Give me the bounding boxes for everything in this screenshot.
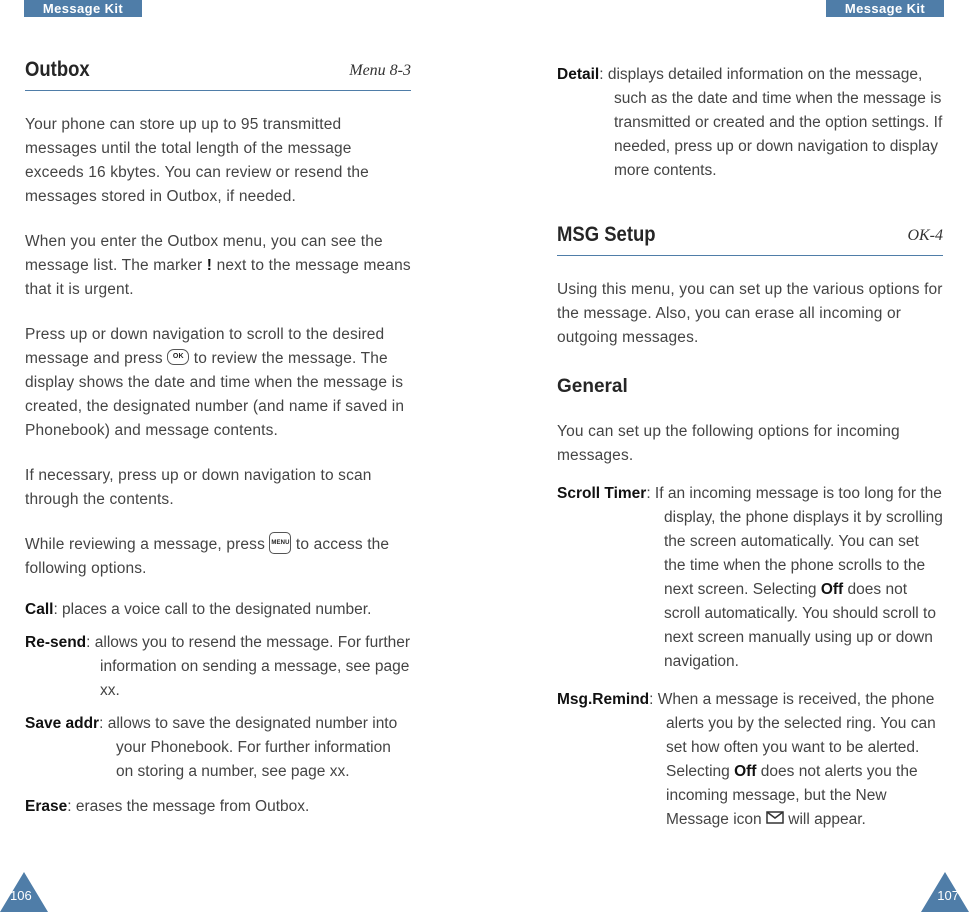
page-number-left: 106 bbox=[10, 888, 32, 903]
option-scroll-timer-desc-b: does not scroll automatically. You should scroll to next screen manually using up or down navigation. bbox=[664, 581, 936, 670]
urgent-marker: ! bbox=[206, 257, 213, 274]
msg-setup-heading bbox=[557, 217, 943, 256]
envelope-icon bbox=[766, 811, 784, 824]
outbox-options-text-a: While reviewing a message, press bbox=[25, 536, 265, 553]
option-erase-desc: : erases the message from Outbox. bbox=[67, 798, 310, 815]
menu-key-icon: MENU bbox=[269, 532, 291, 554]
option-call bbox=[25, 598, 411, 622]
outbox-review-text-b: to review the message. The display shows the date and time when the message is created, the designated number (and name if saved in Phonebook) and message contents. bbox=[25, 350, 405, 439]
scroll-off-value: Off bbox=[820, 581, 844, 598]
option-scroll-timer bbox=[557, 482, 943, 674]
subsection-title-general: General bbox=[557, 376, 628, 397]
menu-reference-ok4: OK-4 bbox=[907, 227, 943, 244]
option-erase-term: Erase bbox=[25, 798, 68, 815]
general-intro: You can set up the following options for incoming messages. bbox=[557, 423, 900, 464]
option-detail-desc: : displays detailed information on the message, such as the date and time when the message is transmitted or created and the option settings. If needed, press up or down navigation to display more contents. bbox=[599, 66, 943, 179]
menu-reference: Menu 8-3 bbox=[349, 62, 411, 79]
option-call-term: Call bbox=[25, 601, 54, 618]
option-msg-remind-desc-a: : When a message is received, the phone alerts you by the selected ring. You can set how often you want to be alerted. Selecting bbox=[649, 691, 936, 780]
option-msg-remind-desc-b: does not alerts you the incoming message, but the New Message icon bbox=[666, 763, 918, 828]
option-msg-remind-desc-c: will appear. bbox=[788, 811, 866, 828]
outbox-scan-paragraph: If necessary, press up or down navigation to scan through the contents. bbox=[25, 467, 372, 508]
outbox-intro: Your phone can store up up to 95 transmitted messages until the total length of the message exceeds 16 kbytes. You can review or resend the messages stored in Outbox, if needed. bbox=[25, 116, 369, 205]
outbox-options-text-b: to access the following options. bbox=[25, 536, 390, 577]
option-resend-term: Re-send bbox=[25, 634, 87, 651]
option-call-desc: : places a voice call to the designated number. bbox=[53, 601, 372, 618]
outbox-review-paragraph bbox=[25, 323, 411, 443]
option-save-addr-desc: : allows to save the designated number into your Phonebook. For further information on storing a number, see page xx. bbox=[99, 715, 398, 780]
header-tab-left: Message Kit bbox=[24, 0, 142, 17]
option-msg-remind bbox=[557, 688, 943, 832]
option-save-addr-term: Save addr bbox=[25, 715, 100, 732]
outbox-list-text-a: When you enter the Outbox menu, you can see the message list. The marker bbox=[25, 233, 383, 274]
option-save-addr bbox=[25, 712, 411, 784]
page-number-right: 107 bbox=[937, 888, 959, 903]
left-page bbox=[25, 52, 411, 819]
outbox-list-paragraph bbox=[25, 230, 411, 302]
outbox-heading bbox=[25, 52, 411, 91]
option-scroll-timer-term: Scroll Timer bbox=[557, 485, 647, 502]
option-scroll-timer-desc-a: : If an incoming message is too long for the display, the phone displays it by scrolling the screen automatically. You can set the time when the phone scrolls to the next screen. Selecting bbox=[646, 485, 943, 598]
outbox-review-text-a: Press up or down navigation to scroll to the desired message and press bbox=[25, 326, 385, 367]
option-resend-desc: : allows you to resend the message. For further information on sending a message, see page xx. bbox=[86, 634, 411, 699]
option-detail bbox=[557, 63, 943, 183]
msg-setup-intro: Using this menu, you can set up the various options for the message. Also, you can erase all incoming or outgoing messages. bbox=[557, 281, 943, 346]
outbox-options-paragraph bbox=[25, 533, 411, 581]
header-tab-right: Message Kit bbox=[826, 0, 944, 17]
ok-key-icon: OK bbox=[167, 349, 189, 365]
option-erase bbox=[25, 795, 411, 819]
remind-off-value: Off bbox=[734, 763, 757, 780]
option-detail-term: Detail bbox=[557, 66, 600, 83]
section-title-outbox: Outbox bbox=[25, 58, 90, 81]
option-msg-remind-term: Msg.Remind bbox=[557, 691, 650, 708]
option-resend bbox=[25, 631, 411, 703]
outbox-list-text-b: next to the message means that it is urgent. bbox=[25, 257, 411, 298]
section-title-msg-setup: MSG Setup bbox=[557, 223, 656, 246]
right-page bbox=[557, 52, 943, 832]
